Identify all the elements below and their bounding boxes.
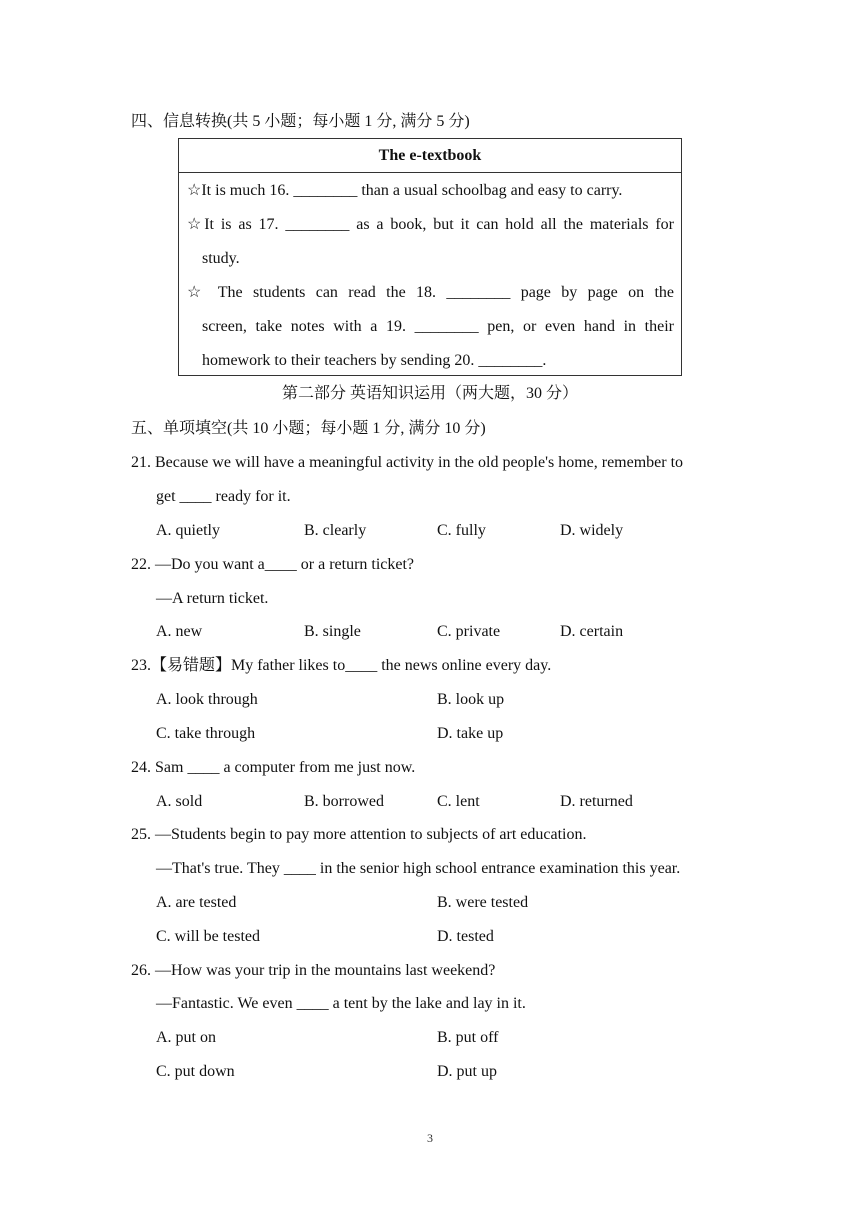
q23-option-a: A. look through xyxy=(156,691,258,708)
q26-option-c: C. put down xyxy=(156,1063,235,1080)
q25-option-d: D. tested xyxy=(437,928,494,945)
q22-stem-cont: —A return ticket. xyxy=(156,590,269,607)
q25-option-b: B. were tested xyxy=(437,894,529,911)
q23-stem: 23.【易错题】My father likes to____ the news online every day. xyxy=(131,657,552,674)
q25-option-a: A. are tested xyxy=(156,894,237,911)
q21-stem-cont: get ____ ready for it. xyxy=(156,488,291,505)
q21-option-b: B. clearly xyxy=(304,522,367,539)
info-line-19: screen, take notes with a 19. ________ pen, or even hand in their xyxy=(202,318,674,335)
q21-stem: 21. Because we will have a meaningful activity in the old people's home, remember to xyxy=(131,454,684,471)
q24-stem: 24. Sam ____ a computer from me just now. xyxy=(131,759,416,776)
section-5-heading: 五、单项填空(共 10 小题；每小题 1 分, 满分 10 分) xyxy=(131,420,486,437)
q24-option-b: B. borrowed xyxy=(304,793,384,810)
section-4-heading: 四、信息转换(共 5 小题；每小题 1 分, 满分 5 分) xyxy=(131,113,470,130)
q24-option-d: D. returned xyxy=(560,793,633,810)
info-line-20: homework to their teachers by sending 20. ________. xyxy=(202,352,547,369)
info-line-17: ☆It is as 17. ________ as a book, but it can hold all the materials for xyxy=(187,216,674,233)
info-line-16: ☆It is much 16. ________ than a usual schoolbag and easy to carry. xyxy=(187,182,623,199)
info-line-18: ☆ The students can read the 18. ________ page by page on the xyxy=(187,284,674,301)
q26-stem: 26. —How was your trip in the mountains last weekend? xyxy=(131,962,496,979)
q25-stem: 25. —Students begin to pay more attention to subjects of art education. xyxy=(131,826,587,843)
q22-option-a: A. new xyxy=(156,623,203,640)
info-box-divider xyxy=(178,172,682,173)
q26-option-d: D. put up xyxy=(437,1063,497,1080)
q25-option-c: C. will be tested xyxy=(156,928,260,945)
info-box-title: The e-textbook xyxy=(378,147,482,164)
q21-option-c: C. fully xyxy=(437,522,486,539)
q24-option-a: A. sold xyxy=(156,793,203,810)
q23-option-c: C. take through xyxy=(156,725,256,742)
q26-option-b: B. put off xyxy=(437,1029,499,1046)
q21-option-d: D. widely xyxy=(560,522,624,539)
q24-option-c: C. lent xyxy=(437,793,480,810)
q26-stem-cont: —Fantastic. We even ____ a tent by the lake and lay in it. xyxy=(156,995,526,1012)
q26-option-a: A. put on xyxy=(156,1029,216,1046)
q21-option-a: A. quietly xyxy=(156,522,220,539)
q23-option-d: D. take up xyxy=(437,725,504,742)
q25-stem-cont: —That's true. They ____ in the senior high school entrance examination this year. xyxy=(156,860,681,877)
page-number: 3 xyxy=(427,1131,433,1145)
q22-option-c: C. private xyxy=(437,623,501,640)
q22-option-d: D. certain xyxy=(560,623,624,640)
info-line-17-cont: study. xyxy=(202,250,240,267)
q22-option-b: B. single xyxy=(304,623,361,640)
q23-option-b: B. look up xyxy=(437,691,505,708)
q22-stem: 22. —Do you want a____ or a return ticket? xyxy=(131,556,415,573)
part-2-heading: 第二部分 英语知识运用（两大题，30 分） xyxy=(281,385,578,402)
